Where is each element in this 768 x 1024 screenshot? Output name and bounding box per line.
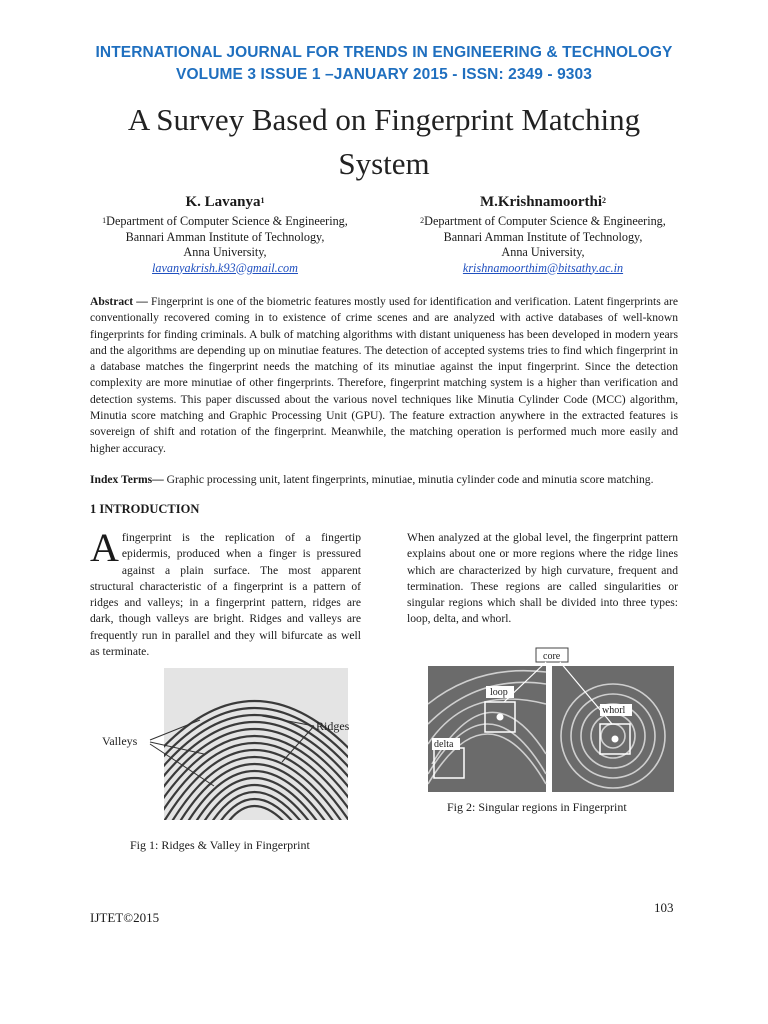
figure-1-caption: Fig 1: Ridges & Valley in Fingerprint <box>130 838 310 852</box>
label-core: core <box>543 651 561 662</box>
author-university: Anna University, <box>183 245 267 259</box>
label-whorl: whorl <box>602 705 626 716</box>
author-email-link[interactable]: lavanyakrish.k93@gmail.com <box>152 260 298 275</box>
figure-2-caption: Fig 2: Singular regions in Fingerprint <box>447 800 627 814</box>
author-block-1 <box>80 192 370 276</box>
figure-2 <box>428 644 678 792</box>
label-loop: loop <box>490 687 508 698</box>
footer-copyright: IJTET©2015 <box>90 910 160 925</box>
page-number: 103 <box>654 900 674 915</box>
author-department: $^2$Department of Computer Science & Engineering, <box>420 214 666 228</box>
title-line-1: A Survey Based on Fingerprint Matching <box>127 102 641 137</box>
drop-cap: A <box>90 525 119 570</box>
abstract-label: Abstract — <box>90 295 148 308</box>
abstract-text: Fingerprint is one of the biometric features mostly used for identification and verification. Latent fingerprints are conventionally recovered coming in to existence of crime scenes and are analyzed with active databases of well-known fingerprints for finding criminals. A bulk of matching algorithms with distant uniqueness has been developed in modern years and the algorithms are depending up on minutiae features. The detection of accepted systems tries to find which fingerprint in a database matches the fingerprint needs the matching of its minutiae against the input fingerprint. Since the detection complexity are more minutiae of other fingerprints. Therefore, fingerprint matching system is a higher than verification and detection systems. This paper discussed about the various novel techniques like Minutia Cylinder Code (MCC) algorithm, Minutia score matching and Graphic Processing Unit (GPU). The feature extraction anywhere in the extracted features is sovereign of shift and rotation of the fingerprint. Meanwhile, the matching operation is performed much more easily and higher accuracy. <box>90 295 679 455</box>
label-ridges: Ridges <box>316 719 350 733</box>
paper-title <box>60 98 708 186</box>
journal-issue: VOLUME 3 ISSUE 1 –JANUARY 2015 - ISSN: 2349 - 9303 <box>176 66 592 83</box>
author-email-link[interactable]: krishnamoorthim@bitsathy.ac.in <box>462 260 624 275</box>
figure-1 <box>92 668 352 820</box>
author-department: $^1$Department of Computer Science & Engineering, <box>102 214 348 228</box>
author-institute: Bannari Amman Institute of Technology, <box>125 229 325 244</box>
author-institute: Bannari Amman Institute of Technology, <box>443 229 643 244</box>
fingerprint-ridges-image <box>92 668 352 820</box>
singular-regions-image <box>428 644 678 792</box>
abstract <box>90 294 678 457</box>
author-university: Anna University, <box>501 245 585 259</box>
author-name: M.Krishnamoorthi$^2$ <box>479 194 607 210</box>
journal-name: INTERNATIONAL JOURNAL FOR TRENDS IN ENGINEERING & TECHNOLOGY <box>95 44 673 61</box>
index-terms-text: Graphic processing unit, latent fingerprints, minutiae, minutia cylinder code and minutia score matching. <box>163 473 654 486</box>
section-heading: 1 INTRODUCTION <box>90 502 200 516</box>
author-name: K. Lavanya$^1$ <box>185 194 265 210</box>
intro-left-paragraph <box>90 525 361 660</box>
author-block-2 <box>398 192 688 276</box>
index-terms-label: Index Terms— <box>90 473 164 486</box>
label-valleys: Valleys <box>102 734 138 748</box>
intro-left-text: fingerprint is the replication of a fingertip epidermis, produced when a finger is pressured against a plain surface. The most apparent structural characteristic of a fingerprint is a pattern of ridges and valleys; in a fingerprint pattern, ridges are dark, though valleys are bright. Ridges and valleys are frequently run in parallel and they will bifurcate as well as terminate. <box>90 531 361 659</box>
intro-right-paragraph: When analyzed at the global level, the fingerprint pattern explains about one or more regions where the ridge lines which are characterized by high curvature, frequent and termination. These regions are called singularities or singular regions which shall be divided into three types: loop, delta, and whorl. <box>407 531 678 626</box>
title-line-2: System <box>338 146 430 181</box>
index-terms <box>90 472 690 488</box>
label-delta: delta <box>434 739 454 750</box>
